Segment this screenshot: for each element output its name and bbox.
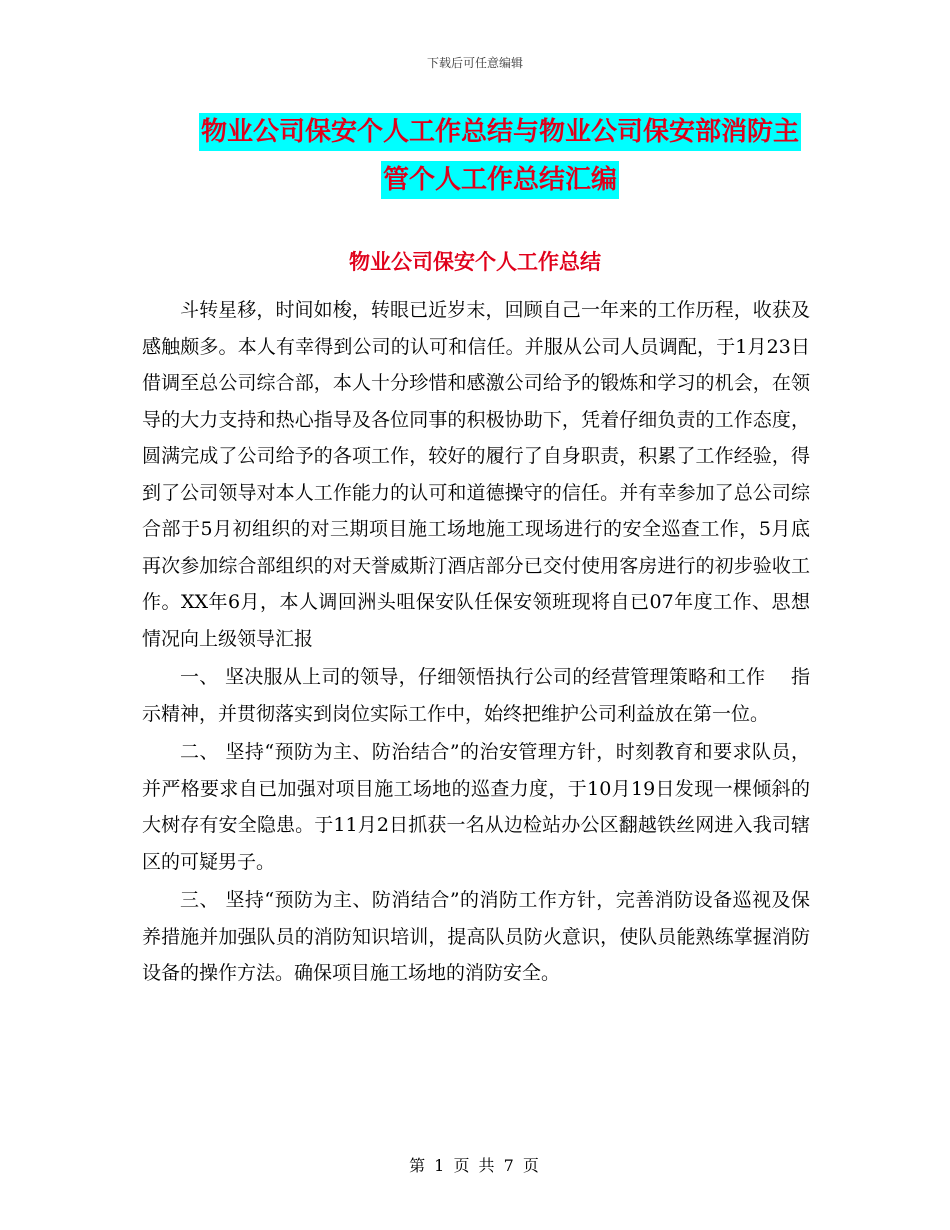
page-header: 下载后可任意编辑	[426, 56, 523, 70]
page-number: 第 1 页 共 7 页	[409, 1156, 541, 1175]
document-body	[142, 292, 810, 994]
section-title: 物业公司保安个人工作总结	[349, 250, 601, 274]
document-title-line-2: 管个人工作总结汇编	[381, 161, 619, 199]
paragraph: 斗转星移，时间如梭，转眼已近岁末，回顾自己一年来的工作历程，收获及感触颇多。本人有幸得到公司的认可和信任。并服从公司人员调配，于1月23日借调至总公司综合部，本人十分珍惜和感激公司给予的锻炼和学习的机会，在领导的大力支持和热心指导及各位同事的积极协助下，凭着仔细负责的工作态度，圆满完成了公司给予的各项工作，较好的履行了自身职责，积累了工作经验，得到了公司领导对本人工作能力的认可和道德操守的信任。并有幸参加了总公司综合部于5月初组织的对三期项目施工场地施工现场进行的安全巡查工作，5月底再次参加综合部组织的对天誉威斯汀酒店部分已交付使用客房进行的初步验收工作。XX年6月，本人调回洲头咀保安队任保安领班现将自已07年度工作、思想情况向上级领导汇报	[142, 299, 810, 650]
document-title-line-1: 物业公司保安个人工作总结与物业公司保安部消防主	[199, 113, 801, 151]
paragraph: 一、 坚决服从上司的领导，仔细领悟执行公司的经营管理策略和工作 指示精神，并贯彻落实到岗位实际工作中，始终把维护公司利益放在第一位。	[142, 666, 810, 725]
document-title	[190, 108, 810, 204]
paragraph: 三、 坚持“预防为主、防消结合”的消防工作方针，完善消防设备巡视及保养措施并加强队员的消防知识培训，提高队员防火意识，使队员能熟练掌握消防设备的操作方法。确保项目施工场地的消防安全。	[142, 889, 810, 984]
paragraph: 二、 坚持“预防为主、防治结合”的治安管理方针，时刻教育和要求队员，并严格要求自已加强对项目施工场地的巡查力度，于10月19日发现一棵倾斜的大树存有安全隐患。于11月2日抓获一名从边检站办公区翻越铁丝网进入我司辖区的可疑男子。	[142, 741, 810, 873]
